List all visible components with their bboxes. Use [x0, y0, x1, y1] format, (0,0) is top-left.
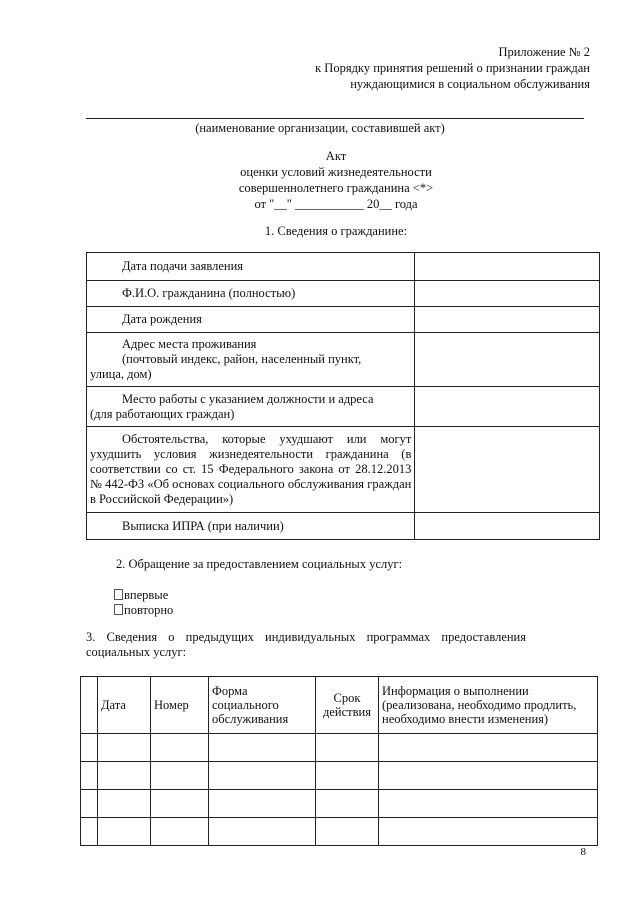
column-header-index — [81, 677, 98, 734]
organization-name-line — [86, 118, 584, 119]
section3-heading: 3. Сведения о предыдущих индивидуальных программах предоставления социальных услуг: — [86, 630, 526, 659]
organization-caption: (наименование организации, составившей акт) — [195, 121, 445, 135]
previous-programs-table — [80, 676, 598, 846]
option-repeat-label: повторно — [124, 603, 174, 617]
page-number: 8 — [580, 846, 586, 858]
value-cell-workplace[interactable] — [415, 387, 600, 427]
column-header-number: Номер — [151, 677, 209, 734]
row-label-address-hint: (почтовый индекс, район, населенный пункт, — [122, 352, 362, 366]
row-label-birth-date: Дата рождения — [122, 312, 202, 326]
annex-line-3: нуждающимися в социальном обслуживания — [350, 77, 590, 91]
option-repeat[interactable] — [114, 603, 173, 618]
table-row — [87, 253, 600, 281]
annex-line-2: к Порядку принятия решений о признании граждан — [315, 61, 590, 75]
row-label-circumstances: Обстоятельства, которые ухудшают или могут ухудшить условия жизнедеятельности гражданина (в соответствии со ст. 15 Федерального закона от 28.12.2013 № 442-ФЗ «Об основах социального обслуживания граждан в Российской Федерации») — [90, 432, 412, 506]
value-cell-application-date[interactable] — [415, 253, 600, 281]
row-label-application-date: Дата подачи заявления — [122, 259, 244, 273]
annex-header — [315, 44, 590, 92]
row-label-workplace-hint: (для работающих граждан) — [90, 406, 235, 421]
section1-heading: 1. Сведения о гражданине: — [264, 224, 408, 238]
row-label-full-name: Ф.И.О. гражданина (полностью) — [122, 286, 296, 300]
option-first-time[interactable] — [114, 588, 168, 603]
checkbox-first-time[interactable] — [114, 589, 123, 600]
row-label-address-hint-2: улица, дом) — [90, 367, 152, 381]
title-date-line: от "__" ___________ 20__ года — [254, 197, 418, 211]
checkbox-repeat[interactable] — [114, 604, 123, 615]
citizen-info-table — [86, 252, 600, 540]
table-row — [81, 818, 598, 846]
table-row — [87, 427, 600, 513]
option-first-time-label: впервые — [124, 588, 169, 602]
value-cell-ipra-extract[interactable] — [415, 513, 600, 540]
title-line-1: Акт — [325, 149, 347, 163]
title-line-2: оценки условий жизнедеятельности — [240, 165, 432, 179]
value-cell-birth-date[interactable] — [415, 307, 600, 333]
table-row — [81, 762, 598, 790]
value-cell-circumstances[interactable] — [415, 427, 600, 513]
column-header-execution-info: Информация о выполнении (реализована, необходимо продлить, необходимо внести изменения) — [379, 677, 598, 734]
table-row — [87, 513, 600, 540]
annex-line-1: Приложение № 2 — [498, 45, 590, 59]
column-header-date: Дата — [98, 677, 151, 734]
table-row — [81, 790, 598, 818]
value-cell-address[interactable] — [415, 333, 600, 387]
table-row — [87, 281, 600, 307]
table-row — [87, 387, 600, 427]
table-row — [87, 307, 600, 333]
section2-heading: 2. Обращение за предоставлением социальных услуг: — [116, 557, 403, 571]
act-title — [0, 148, 640, 212]
value-cell-full-name[interactable] — [415, 281, 600, 307]
title-line-3: совершеннолетнего гражданина <*> — [238, 181, 434, 195]
table-header-row — [81, 677, 598, 734]
row-label-workplace: Место работы с указанием должности и адреса — [122, 391, 374, 406]
column-header-validity-period: Срок действия — [316, 677, 379, 734]
table-row — [87, 333, 600, 387]
column-header-service-form: Форма социального обслуживания — [209, 677, 316, 734]
row-label-address: Адрес места проживания — [122, 337, 257, 351]
table-row — [81, 734, 598, 762]
row-label-ipra-extract: Выписка ИПРА (при наличии) — [122, 518, 284, 533]
